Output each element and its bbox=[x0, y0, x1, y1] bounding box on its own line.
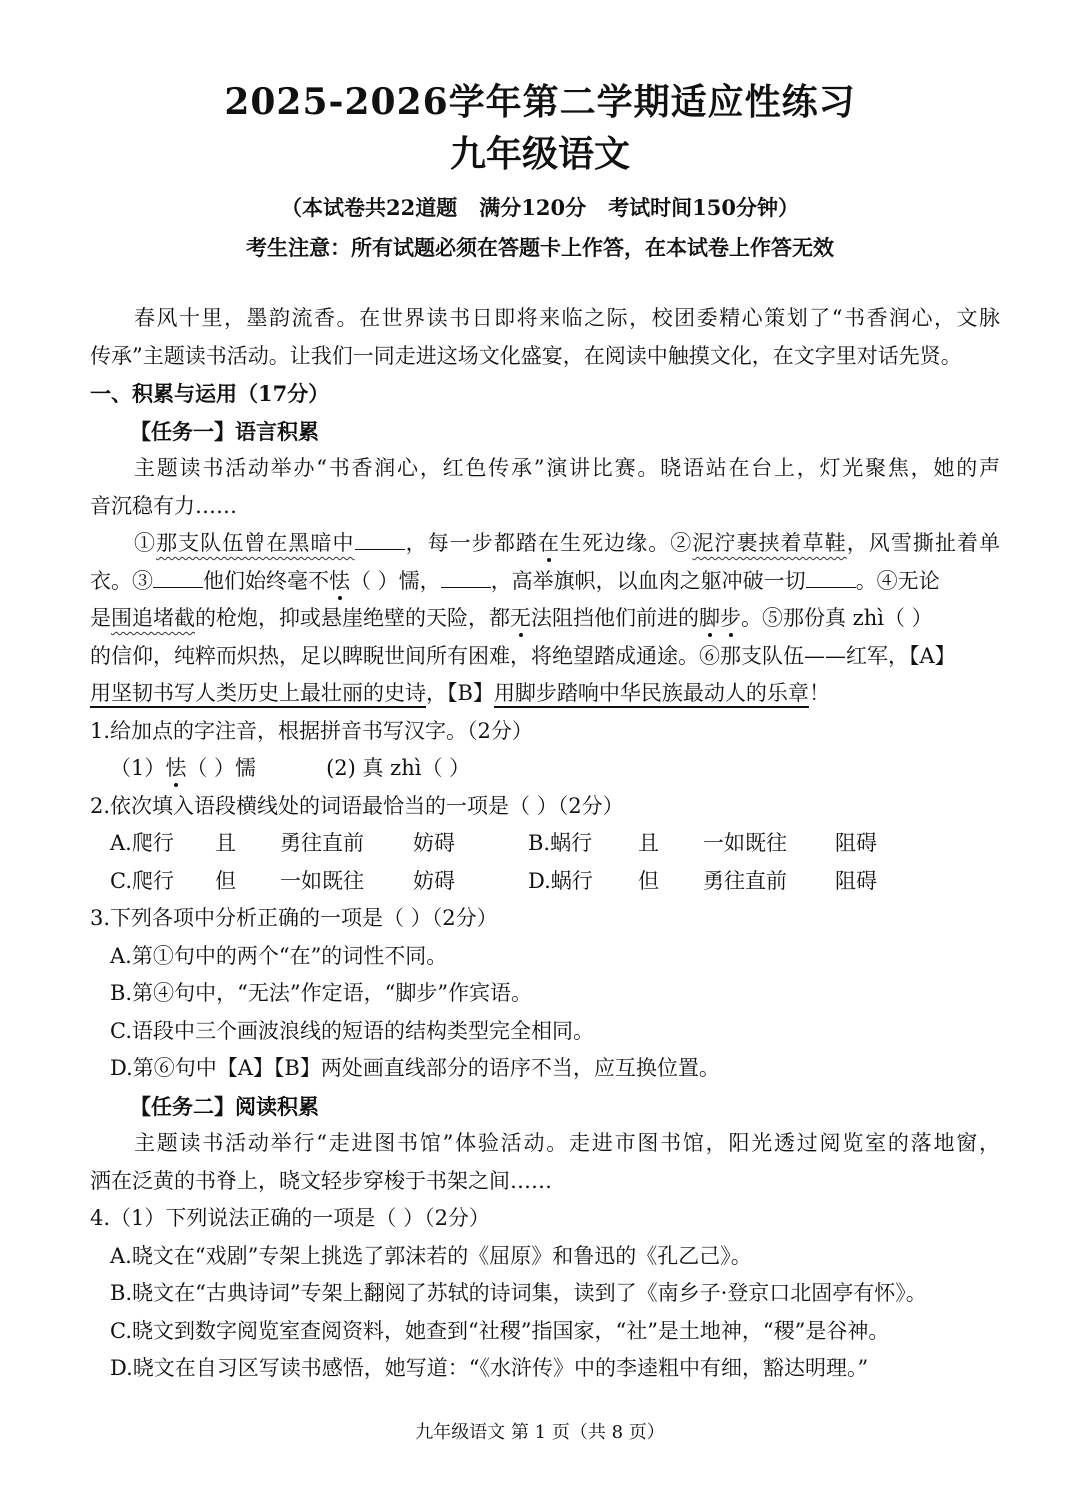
passage-line-4: 的信仰，纯粹而炽热，足以睥睨世间所有困难，将绝望踏成通途。⑥那支队伍——红军，【A】 bbox=[90, 643, 956, 668]
intro-line-2: 传承”主题读书活动。让我们一同走进这场文化盛宴，在阅读中触摸文化，在文字里对话先贤。 bbox=[90, 343, 962, 368]
intro-line-1: 春风十里，墨韵流香。在世界读书日即将来临之际，校团委精心策划了“书香润心，文脉 bbox=[134, 306, 1000, 330]
dotted-char-jiao: 脚 bbox=[699, 606, 720, 630]
q2-option-c-label[interactable]: C.爬行 bbox=[110, 868, 174, 893]
task-1-intro-1: 主题读书活动举办“书香润心，红色传承”演讲比赛。晓语站在台上，灯光聚焦，她的声 bbox=[134, 456, 1000, 480]
section-1-heading: 一、积累与运用（17分） bbox=[90, 381, 330, 406]
q3-option-c[interactable]: C.语段中三个画波浪线的短语的结构类型完全相同。 bbox=[110, 1018, 594, 1043]
passage-line-3: 是围追堵截的枪炮，抑或悬崖绝壁的天险，都无法阻挡他们前进的脚步。⑤那份真 zhì（ ） bbox=[90, 606, 933, 630]
info-duration: 考试时间150分钟） bbox=[608, 195, 799, 220]
q3-option-b[interactable]: B.第④句中，“无法”作定语，“脚步”作宾语。 bbox=[110, 981, 533, 1005]
question-1-items: （1）怯（ ）懦 (2) 真 zhì（ ） bbox=[110, 756, 471, 780]
task-2-intro-2: 洒在泛黄的书脊上，晓文轻步穿梭于书架之间…… bbox=[90, 1168, 552, 1193]
passage-line-5: 用坚韧书写人类历史上最壮丽的史诗，【B】用脚步踏响中华民族最动人的乐章！ bbox=[90, 681, 830, 705]
q2-option-b-label[interactable]: B.蜗行 bbox=[528, 831, 593, 855]
blank-2[interactable] bbox=[153, 569, 203, 588]
q4-option-a[interactable]: A.晓文在“戏剧”专架上挑选了郭沫若的《屈原》和鲁迅的《孔乙己》。 bbox=[110, 1243, 752, 1268]
blank-1[interactable] bbox=[355, 531, 405, 550]
q3-option-d[interactable]: D.第⑥句中【A】【B】两处画直线部分的语序不当，应互换位置。 bbox=[110, 1056, 720, 1080]
q4-option-c[interactable]: C.晓文到数字阅览室查阅资料，她查到“社稷”指国家，“社”是土地神，“稷”是谷神。 bbox=[110, 1318, 890, 1343]
wavy-phrase-2: 泥泞裹挟着草鞋 bbox=[692, 531, 847, 555]
question-1-item-1: （ ）懦 bbox=[186, 756, 257, 780]
exam-subject: 九年级语文 bbox=[449, 133, 630, 175]
wavy-phrase-3: 围追堵截 bbox=[111, 606, 195, 630]
blank-4[interactable] bbox=[806, 569, 856, 588]
info-question-count: （本试卷共22道题 bbox=[281, 195, 458, 220]
passage-line-2: 衣。③ 他们始终毫不怯（ ）懦， ，高举旗帜，以血肉之躯冲破一切 。④无论 bbox=[90, 568, 940, 593]
question-3-stem: 3.下列各项中分析正确的一项是（ ）（2分） bbox=[90, 906, 498, 930]
question-1-stem: 1.给加点的字注音，根据拼音书写汉字。（2分） bbox=[90, 718, 533, 743]
question-4-stem: 4.（1）下列说法正确的一项是（ ）（2分） bbox=[90, 1206, 490, 1230]
dotted-char-zai: 在 bbox=[537, 531, 561, 555]
blank-3[interactable] bbox=[441, 569, 491, 588]
exam-notice: 考生注意：所有试题必须在答题卡上作答，在本试卷上作答无效 bbox=[246, 235, 834, 260]
wavy-phrase-1: 那支队伍曾在黑暗中 bbox=[156, 531, 355, 555]
q4-option-d[interactable]: D.晓文在自习区写读书感悟，她写道：“《水浒传》中的李逵粗中有细，豁达明理。” bbox=[110, 1356, 869, 1380]
dotted-char-bu: 步 bbox=[720, 606, 741, 630]
underlined-phrase-b: 用脚步踏响中华民族最动人的乐章 bbox=[493, 681, 809, 705]
q2-option-d-label[interactable]: D.蜗行 bbox=[528, 868, 593, 893]
task-1-intro-2: 音沉稳有力…… bbox=[90, 493, 237, 518]
q3-option-a[interactable]: A.第①句中的两个“在”的词性不同。 bbox=[110, 943, 448, 968]
question-1-item-2: (2) 真 zhì（ ） bbox=[326, 756, 471, 780]
exam-title: 2025-2026学年第二学期适应性练习 bbox=[224, 81, 856, 123]
passage-line-1: ①那支队伍曾在黑暗中 ，每一步都踏在生死边缘。②泥泞裹挟着草鞋，风雪撕扯着单 bbox=[134, 531, 1001, 555]
task-1-label: 【任务一】语言积累 bbox=[130, 418, 319, 444]
dotted-char-qie: 怯 bbox=[329, 568, 350, 593]
info-full-score: 满分120分 bbox=[479, 195, 587, 220]
exam-info bbox=[0, 192, 1080, 222]
question-2-options-row-1: A.爬行 且 勇往直前 妨碍 B.蜗行 且 一如既往 阻碍 bbox=[90, 825, 1000, 863]
page-footer: 九年级语文 第 1 页（共 8 页） bbox=[415, 1422, 665, 1443]
dotted-char-qie-q1: 怯 bbox=[165, 756, 187, 780]
dotted-char-wu: 无 bbox=[510, 606, 531, 630]
q4-option-b[interactable]: B.晓文在“古典诗词”专架上翻阅了苏轼的诗词集，读到了《南乡子·登京口北固亭有怀》。 bbox=[110, 1281, 927, 1305]
q2-option-a-label[interactable]: A.爬行 bbox=[110, 831, 174, 855]
task-2-intro-1: 主题读书活动举行“走进图书馆”体验活动。走进市图书馆，阳光透过阅览室的落地窗， bbox=[134, 1131, 1000, 1155]
exam-body bbox=[90, 300, 1000, 1388]
task-2-label: 【任务二】阅读积累 bbox=[130, 1093, 319, 1119]
question-2-options-row-2: C.爬行 但 一如既往 妨碍 D.蜗行 但 勇往直前 阻碍 bbox=[90, 863, 1000, 901]
underlined-phrase-a: 用坚韧书写人类历史上最壮丽的史诗 bbox=[90, 681, 426, 705]
question-2-stem: 2.依次填入语段横线处的词语最恰当的一项是（ ）（2分） bbox=[90, 793, 624, 818]
